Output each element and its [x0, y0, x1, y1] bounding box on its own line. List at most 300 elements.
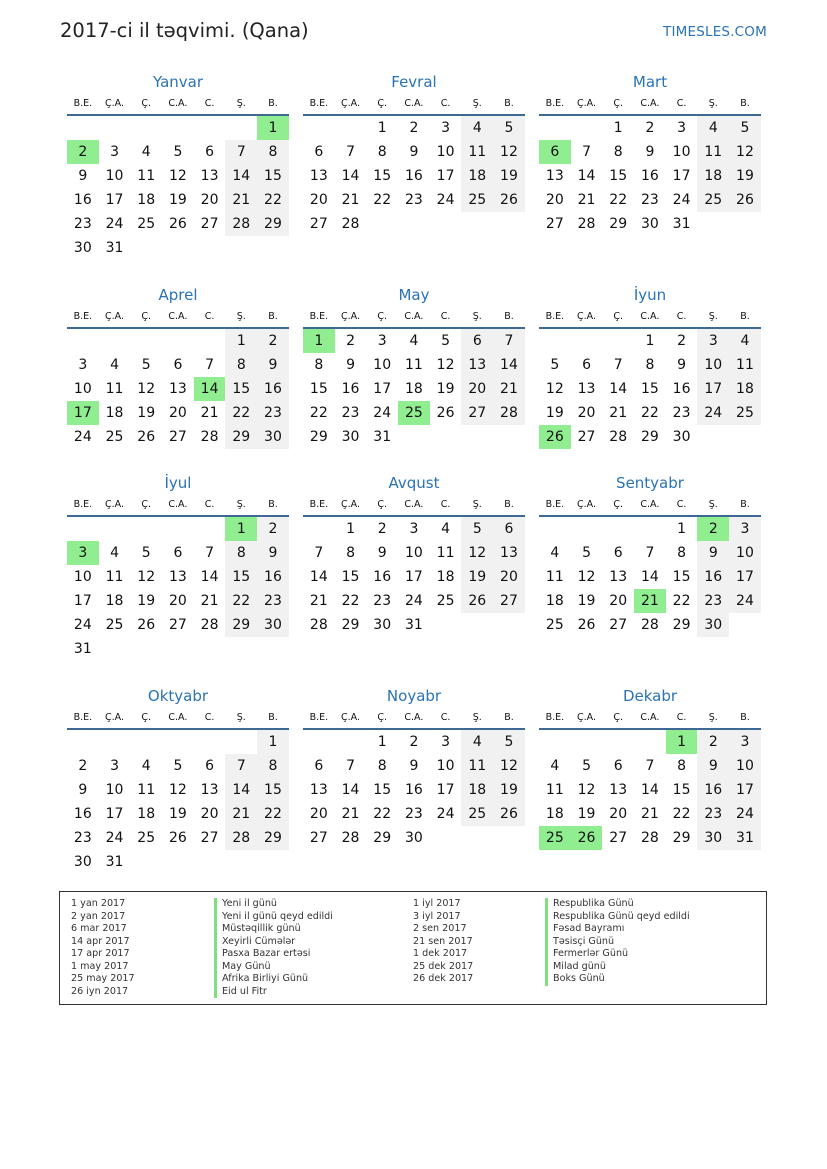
day-cell[interactable]: 7	[205, 545, 215, 561]
day-cell[interactable]: 8	[377, 144, 387, 160]
day-cell[interactable]: 17	[105, 192, 124, 208]
day-cell[interactable]: 5	[550, 357, 560, 373]
day-cell[interactable]: 12	[577, 569, 596, 585]
day-cell[interactable]: 8	[377, 758, 387, 774]
day-cell[interactable]: 19	[168, 192, 187, 208]
day-cell[interactable]: 12	[436, 357, 455, 373]
day-cell[interactable]: 9	[78, 168, 88, 184]
day-cell[interactable]: 23	[640, 192, 659, 208]
day-cell[interactable]: 13	[577, 381, 596, 397]
day-cell[interactable]: 10	[105, 782, 124, 798]
day-cell[interactable]: 17	[373, 381, 392, 397]
day-cell[interactable]: 22	[609, 192, 628, 208]
day-cell[interactable]: 8	[257, 140, 289, 164]
day-cell[interactable]: 4	[461, 116, 493, 140]
day-cell[interactable]: 10	[729, 541, 761, 565]
day-cell[interactable]: 12	[137, 381, 156, 397]
day-cell[interactable]: 3	[729, 730, 761, 754]
day-cell[interactable]: 14	[309, 569, 328, 585]
day-cell[interactable]: 29	[225, 613, 257, 637]
day-cell[interactable]: 8	[346, 545, 355, 561]
day-cell[interactable]: 6	[461, 329, 493, 353]
day-cell[interactable]: 8	[314, 357, 324, 373]
day-cell[interactable]: 31	[672, 216, 691, 232]
day-cell[interactable]: 19	[493, 164, 525, 188]
day-cell[interactable]: 23	[73, 216, 92, 232]
day-cell[interactable]: 10	[73, 569, 92, 585]
day-cell[interactable]: 27	[461, 401, 493, 425]
day-cell[interactable]: 19	[137, 593, 156, 609]
day-cell[interactable]: 13	[168, 381, 187, 397]
day-cell[interactable]: 11	[105, 381, 124, 397]
day-cell[interactable]: 20	[309, 806, 328, 822]
day-cell[interactable]: 30	[404, 830, 423, 846]
day-cell[interactable]: 27	[200, 216, 219, 232]
day-cell[interactable]: 17	[729, 565, 761, 589]
day-cell[interactable]: 29	[257, 826, 289, 850]
day-cell[interactable]: 18	[105, 593, 124, 609]
day-cell[interactable]: 6	[173, 357, 183, 373]
day-cell[interactable]: 5	[493, 730, 525, 754]
day-cell[interactable]: 21	[341, 806, 360, 822]
day-cell[interactable]: 5	[582, 758, 591, 774]
day-cell[interactable]: 17	[404, 569, 423, 585]
day-cell[interactable]: 2	[677, 333, 687, 349]
day-cell[interactable]: 24	[73, 429, 92, 445]
day-cell[interactable]: 26	[168, 216, 187, 232]
day-cell[interactable]: 6	[205, 144, 215, 160]
day-cell[interactable]: 25	[697, 188, 729, 212]
day-cell[interactable]: 6	[493, 517, 525, 541]
day-cell[interactable]: 1	[257, 730, 289, 754]
day-cell[interactable]: 27	[493, 589, 525, 613]
day-cell[interactable]: 16	[73, 192, 92, 208]
day-cell[interactable]: 31	[105, 240, 124, 256]
day-cell[interactable]: 14	[577, 168, 596, 184]
day-cell[interactable]: 3	[441, 120, 451, 136]
day-cell[interactable]: 14	[225, 164, 257, 188]
day-cell[interactable]: 18	[137, 192, 156, 208]
day-cell[interactable]: 20	[493, 565, 525, 589]
day-cell[interactable]: 3	[441, 734, 451, 750]
day-cell[interactable]: 7	[225, 754, 257, 778]
site-link[interactable]: TIMESLES.COM	[663, 24, 767, 40]
day-cell[interactable]: 12	[461, 541, 493, 565]
day-cell[interactable]: 11	[729, 353, 761, 377]
day-cell[interactable]: 25	[398, 401, 430, 425]
day-cell[interactable]: 26	[539, 425, 571, 449]
day-cell[interactable]: 25	[137, 830, 156, 846]
day-cell[interactable]: 6	[613, 545, 623, 561]
day-cell[interactable]: 31	[729, 826, 761, 850]
day-cell[interactable]: 18	[105, 405, 124, 421]
day-cell[interactable]: 11	[404, 357, 423, 373]
day-cell[interactable]: 23	[257, 401, 289, 425]
day-cell[interactable]: 10	[105, 168, 124, 184]
day-cell[interactable]: 21	[609, 405, 628, 421]
day-cell[interactable]: 27	[545, 216, 564, 232]
day-cell[interactable]: 8	[677, 545, 687, 561]
day-cell[interactable]: 4	[550, 545, 560, 561]
day-cell[interactable]: 15	[225, 565, 257, 589]
day-cell[interactable]: 18	[545, 593, 564, 609]
day-cell[interactable]: 1	[257, 116, 289, 140]
day-cell[interactable]: 8	[677, 758, 687, 774]
day-cell[interactable]: 17	[67, 401, 99, 425]
day-cell[interactable]: 28	[225, 212, 257, 236]
day-cell[interactable]: 9	[257, 541, 289, 565]
day-cell[interactable]: 16	[640, 168, 659, 184]
day-cell[interactable]: 12	[493, 754, 525, 778]
day-cell[interactable]: 14	[493, 353, 525, 377]
day-cell[interactable]: 23	[73, 830, 92, 846]
day-cell[interactable]: 30	[73, 854, 92, 870]
day-cell[interactable]: 19	[577, 593, 596, 609]
day-cell[interactable]: 30	[640, 216, 659, 232]
day-cell[interactable]: 12	[577, 782, 596, 798]
day-cell[interactable]: 9	[257, 353, 289, 377]
day-cell[interactable]: 18	[436, 569, 455, 585]
day-cell[interactable]: 22	[257, 188, 289, 212]
day-cell[interactable]: 7	[493, 329, 525, 353]
day-cell[interactable]: 9	[645, 144, 655, 160]
day-cell[interactable]: 28	[640, 617, 659, 633]
day-cell[interactable]: 14	[341, 782, 360, 798]
day-cell[interactable]: 4	[110, 545, 119, 561]
day-cell[interactable]: 3	[677, 120, 687, 136]
day-cell[interactable]: 15	[373, 782, 392, 798]
day-cell[interactable]: 21	[341, 192, 360, 208]
day-cell[interactable]: 10	[672, 144, 691, 160]
day-cell[interactable]: 13	[461, 353, 493, 377]
day-cell[interactable]: 15	[609, 168, 628, 184]
day-cell[interactable]: 20	[168, 593, 187, 609]
day-cell[interactable]: 19	[577, 806, 596, 822]
day-cell[interactable]: 26	[493, 188, 525, 212]
day-cell[interactable]: 29	[225, 425, 257, 449]
day-cell[interactable]: 9	[409, 758, 419, 774]
day-cell[interactable]: 26	[493, 802, 525, 826]
day-cell[interactable]: 13	[609, 782, 628, 798]
day-cell[interactable]: 14	[609, 381, 628, 397]
day-cell[interactable]: 4	[550, 758, 560, 774]
day-cell[interactable]: 22	[225, 589, 257, 613]
day-cell[interactable]: 20	[200, 806, 219, 822]
day-cell[interactable]: 5	[441, 333, 451, 349]
day-cell[interactable]: 7	[205, 357, 215, 373]
day-cell[interactable]: 14	[640, 782, 659, 798]
day-cell[interactable]: 3	[377, 333, 387, 349]
day-cell[interactable]: 23	[697, 802, 729, 826]
day-cell[interactable]: 24	[729, 802, 761, 826]
day-cell[interactable]: 28	[225, 826, 257, 850]
day-cell[interactable]: 9	[409, 144, 419, 160]
day-cell[interactable]: 13	[200, 782, 219, 798]
day-cell[interactable]: 26	[461, 589, 493, 613]
day-cell[interactable]: 2	[257, 329, 289, 353]
day-cell[interactable]: 2	[697, 517, 729, 541]
day-cell[interactable]: 11	[137, 168, 156, 184]
day-cell[interactable]: 6	[613, 758, 623, 774]
day-cell[interactable]: 8	[257, 754, 289, 778]
day-cell[interactable]: 20	[168, 405, 187, 421]
day-cell[interactable]: 28	[200, 617, 219, 633]
day-cell[interactable]: 21	[200, 593, 219, 609]
day-cell[interactable]: 13	[609, 569, 628, 585]
day-cell[interactable]: 25	[436, 593, 455, 609]
day-cell[interactable]: 2	[377, 521, 387, 537]
day-cell[interactable]: 15	[672, 782, 691, 798]
day-cell[interactable]: 3	[110, 144, 119, 160]
day-cell[interactable]: 29	[609, 216, 628, 232]
day-cell[interactable]: 4	[461, 730, 493, 754]
day-cell[interactable]: 5	[173, 144, 183, 160]
day-cell[interactable]: 23	[373, 593, 392, 609]
day-cell[interactable]: 17	[436, 168, 455, 184]
day-cell[interactable]: 24	[373, 405, 392, 421]
day-cell[interactable]: 20	[200, 192, 219, 208]
day-cell[interactable]: 16	[257, 377, 289, 401]
day-cell[interactable]: 15	[341, 569, 360, 585]
day-cell[interactable]: 1	[377, 120, 387, 136]
day-cell[interactable]: 15	[225, 377, 257, 401]
day-cell[interactable]: 1	[645, 333, 655, 349]
day-cell[interactable]: 22	[672, 593, 691, 609]
day-cell[interactable]: 16	[404, 168, 423, 184]
day-cell[interactable]: 29	[672, 617, 691, 633]
day-cell[interactable]: 28	[609, 429, 628, 445]
day-cell[interactable]: 24	[436, 806, 455, 822]
day-cell[interactable]: 24	[105, 216, 124, 232]
day-cell[interactable]: 30	[373, 617, 392, 633]
day-cell[interactable]: 27	[309, 830, 328, 846]
day-cell[interactable]: 11	[545, 782, 564, 798]
day-cell[interactable]: 13	[545, 168, 564, 184]
day-cell[interactable]: 16	[73, 806, 92, 822]
day-cell[interactable]: 1	[303, 329, 335, 353]
day-cell[interactable]: 6	[539, 140, 571, 164]
day-cell[interactable]: 26	[137, 617, 156, 633]
day-cell[interactable]: 2	[409, 734, 419, 750]
day-cell[interactable]: 24	[672, 192, 691, 208]
day-cell[interactable]: 21	[640, 806, 659, 822]
day-cell[interactable]: 18	[461, 164, 493, 188]
day-cell[interactable]: 29	[341, 617, 360, 633]
day-cell[interactable]: 4	[441, 521, 451, 537]
day-cell[interactable]: 2	[78, 758, 88, 774]
day-cell[interactable]: 22	[309, 405, 328, 421]
day-cell[interactable]: 21	[200, 405, 219, 421]
day-cell[interactable]: 8	[645, 357, 655, 373]
day-cell[interactable]: 11	[105, 569, 124, 585]
day-cell[interactable]: 30	[257, 425, 289, 449]
day-cell[interactable]: 5	[173, 758, 183, 774]
day-cell[interactable]: 14	[341, 168, 360, 184]
day-cell[interactable]: 11	[697, 140, 729, 164]
day-cell[interactable]: 19	[168, 806, 187, 822]
day-cell[interactable]: 2	[645, 120, 655, 136]
day-cell[interactable]: 29	[373, 830, 392, 846]
day-cell[interactable]: 27	[609, 617, 628, 633]
day-cell[interactable]: 12	[493, 140, 525, 164]
day-cell[interactable]: 30	[73, 240, 92, 256]
day-cell[interactable]: 24	[105, 830, 124, 846]
day-cell[interactable]: 27	[168, 429, 187, 445]
day-cell[interactable]: 2	[67, 140, 99, 164]
day-cell[interactable]: 21	[309, 593, 328, 609]
day-cell[interactable]: 20	[609, 806, 628, 822]
day-cell[interactable]: 23	[672, 405, 691, 421]
day-cell[interactable]: 20	[545, 192, 564, 208]
day-cell[interactable]: 1	[346, 521, 355, 537]
day-cell[interactable]: 6	[314, 144, 324, 160]
day-cell[interactable]: 13	[309, 782, 328, 798]
day-cell[interactable]: 21	[634, 589, 666, 613]
day-cell[interactable]: 24	[404, 593, 423, 609]
day-cell[interactable]: 17	[436, 782, 455, 798]
day-cell[interactable]: 5	[729, 116, 761, 140]
day-cell[interactable]: 10	[373, 357, 392, 373]
day-cell[interactable]: 12	[168, 782, 187, 798]
day-cell[interactable]: 25	[137, 216, 156, 232]
day-cell[interactable]: 30	[341, 429, 360, 445]
day-cell[interactable]: 15	[672, 569, 691, 585]
day-cell[interactable]: 25	[105, 617, 124, 633]
day-cell[interactable]: 1	[225, 517, 257, 541]
day-cell[interactable]: 25	[105, 429, 124, 445]
day-cell[interactable]: 3	[697, 329, 729, 353]
day-cell[interactable]: 13	[309, 168, 328, 184]
day-cell[interactable]: 23	[697, 589, 729, 613]
day-cell[interactable]: 1	[377, 734, 387, 750]
day-cell[interactable]: 5	[461, 517, 493, 541]
day-cell[interactable]: 29	[257, 212, 289, 236]
day-cell[interactable]: 17	[105, 806, 124, 822]
day-cell[interactable]: 11	[461, 140, 493, 164]
day-cell[interactable]: 1	[677, 521, 687, 537]
day-cell[interactable]: 6	[173, 545, 183, 561]
day-cell[interactable]: 27	[168, 617, 187, 633]
day-cell[interactable]: 29	[672, 830, 691, 846]
day-cell[interactable]: 23	[341, 405, 360, 421]
day-cell[interactable]: 17	[697, 377, 729, 401]
day-cell[interactable]: 10	[697, 353, 729, 377]
day-cell[interactable]: 26	[577, 617, 596, 633]
day-cell[interactable]: 25	[461, 188, 493, 212]
day-cell[interactable]: 23	[404, 192, 423, 208]
day-cell[interactable]: 22	[640, 405, 659, 421]
day-cell[interactable]: 10	[73, 381, 92, 397]
day-cell[interactable]: 9	[346, 357, 355, 373]
day-cell[interactable]: 1	[225, 329, 257, 353]
day-cell[interactable]: 11	[137, 782, 156, 798]
day-cell[interactable]: 25	[461, 802, 493, 826]
day-cell[interactable]: 7	[645, 545, 655, 561]
day-cell[interactable]: 30	[697, 613, 729, 637]
day-cell[interactable]: 27	[200, 830, 219, 846]
day-cell[interactable]: 22	[373, 806, 392, 822]
day-cell[interactable]: 7	[346, 144, 355, 160]
day-cell[interactable]: 10	[729, 754, 761, 778]
day-cell[interactable]: 20	[609, 593, 628, 609]
day-cell[interactable]: 9	[78, 782, 88, 798]
day-cell[interactable]: 27	[577, 429, 596, 445]
day-cell[interactable]: 24	[73, 617, 92, 633]
day-cell[interactable]: 15	[309, 381, 328, 397]
day-cell[interactable]: 30	[672, 429, 691, 445]
day-cell[interactable]: 7	[645, 758, 655, 774]
day-cell[interactable]: 4	[141, 758, 151, 774]
day-cell[interactable]: 6	[582, 357, 591, 373]
day-cell[interactable]: 20	[577, 405, 596, 421]
day-cell[interactable]: 3	[78, 357, 88, 373]
day-cell[interactable]: 27	[309, 216, 328, 232]
day-cell[interactable]: 26	[729, 188, 761, 212]
day-cell[interactable]: 6	[205, 758, 215, 774]
day-cell[interactable]: 23	[404, 806, 423, 822]
day-cell[interactable]: 31	[73, 641, 92, 657]
day-cell[interactable]: 11	[461, 754, 493, 778]
day-cell[interactable]: 25	[539, 826, 571, 850]
day-cell[interactable]: 7	[346, 758, 355, 774]
day-cell[interactable]: 20	[461, 377, 493, 401]
day-cell[interactable]: 22	[672, 806, 691, 822]
day-cell[interactable]: 5	[493, 116, 525, 140]
day-cell[interactable]: 15	[373, 168, 392, 184]
day-cell[interactable]: 18	[697, 164, 729, 188]
day-cell[interactable]: 22	[257, 802, 289, 826]
day-cell[interactable]: 8	[225, 541, 257, 565]
day-cell[interactable]: 18	[461, 778, 493, 802]
day-cell[interactable]: 18	[545, 806, 564, 822]
day-cell[interactable]: 16	[404, 782, 423, 798]
day-cell[interactable]: 5	[141, 357, 151, 373]
day-cell[interactable]: 10	[436, 758, 455, 774]
day-cell[interactable]: 22	[373, 192, 392, 208]
day-cell[interactable]: 3	[110, 758, 119, 774]
day-cell[interactable]: 1	[613, 120, 623, 136]
day-cell[interactable]: 24	[697, 401, 729, 425]
day-cell[interactable]: 5	[582, 545, 591, 561]
day-cell[interactable]: 8	[225, 353, 257, 377]
day-cell[interactable]: 27	[609, 830, 628, 846]
day-cell[interactable]: 28	[493, 401, 525, 425]
day-cell[interactable]: 9	[697, 541, 729, 565]
day-cell[interactable]: 26	[571, 826, 603, 850]
day-cell[interactable]: 7	[225, 140, 257, 164]
day-cell[interactable]: 11	[545, 569, 564, 585]
day-cell[interactable]: 21	[225, 188, 257, 212]
day-cell[interactable]: 19	[436, 381, 455, 397]
day-cell[interactable]: 2	[257, 517, 289, 541]
day-cell[interactable]: 3	[729, 517, 761, 541]
day-cell[interactable]: 29	[309, 429, 328, 445]
day-cell[interactable]: 13	[168, 569, 187, 585]
day-cell[interactable]: 18	[729, 377, 761, 401]
day-cell[interactable]: 30	[697, 826, 729, 850]
day-cell[interactable]: 24	[729, 589, 761, 613]
day-cell[interactable]: 12	[137, 569, 156, 585]
day-cell[interactable]: 21	[225, 802, 257, 826]
day-cell[interactable]: 24	[436, 192, 455, 208]
day-cell[interactable]: 25	[545, 617, 564, 633]
day-cell[interactable]: 4	[110, 357, 119, 373]
day-cell[interactable]: 28	[200, 429, 219, 445]
day-cell[interactable]: 12	[545, 381, 564, 397]
day-cell[interactable]: 3	[409, 521, 419, 537]
day-cell[interactable]: 2	[697, 730, 729, 754]
day-cell[interactable]: 13	[493, 541, 525, 565]
